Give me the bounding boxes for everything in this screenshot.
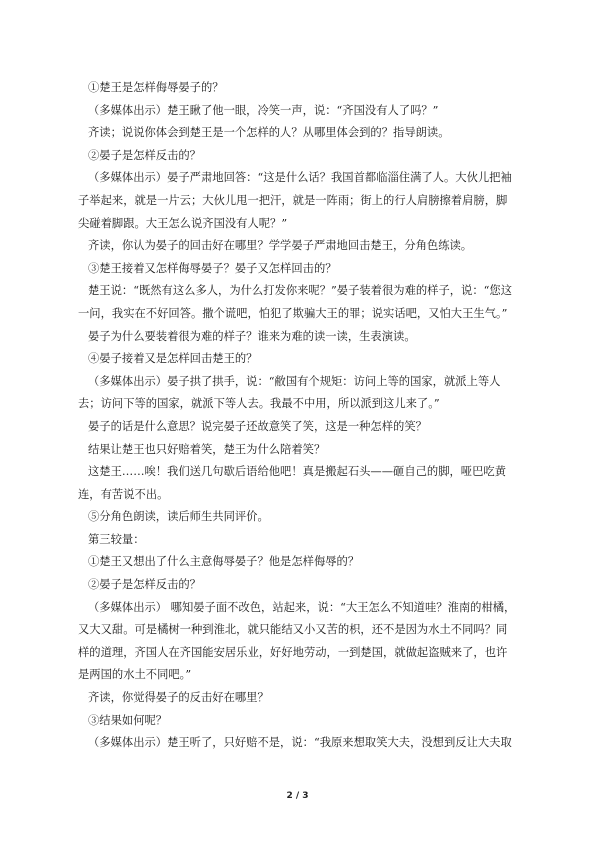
paragraph: 齐读，你觉得晏子的反击好在哪里？ xyxy=(88,691,269,705)
paragraph: （多媒体出示）楚王瞅了他一眼，冷笑一声，说：“齐国没有人了吗？” xyxy=(88,103,439,117)
paragraph: （多媒体出示）楚王听了，只好赔不是，说：“我原来想取笑大夫，没想到反让大夫取 xyxy=(88,736,512,750)
page-number: 2 / 3 xyxy=(286,791,309,801)
paragraph: 结果让楚王也只好赔着笑，楚王为什么陪着笑？ xyxy=(88,442,326,456)
paragraph: ①楚王是怎样侮辱晏子的？ xyxy=(88,81,224,94)
paragraph: ⑤分角色朗读，读后师生共同评价。 xyxy=(88,510,269,524)
paragraph: （多媒体出示）晏子拱了拱手，说：“敝国有个规矩：访问上等的国家，就派上等人去；访问下等的国家，就派下等人去。我最不中用，所以派到这儿来了。” xyxy=(78,374,501,411)
section-heading: 第三较量： xyxy=(88,532,145,546)
document-body xyxy=(78,77,518,755)
paragraph: 这楚王……唉！我们送几句歇后语给他吧！真是搬起石头——砸自己的脚，哑巴吃黄连，有苦说不出。 xyxy=(78,465,506,501)
paragraph: ①楚王又想出了什么主意侮辱晏子？他是怎样侮辱的？ xyxy=(88,555,360,569)
paragraph: ③楚王接着又怎样侮辱晏子？晏子又怎样回击的？ xyxy=(88,261,337,275)
paragraph: ④晏子接着又是怎样回击楚王的？ xyxy=(88,352,258,366)
paragraph: ③结果如何呢？ xyxy=(88,713,168,727)
paragraph: 楚王说：“既然有这么多人，为什么打发你来呢？”晏子装着很为难的样子，说：“您这一问，我实在不好回答。撒个谎吧，怕犯了欺骗大王的罪；说实话吧，又怕大王生气。” xyxy=(78,284,513,320)
paragraph: 晏子为什么要装着很为难的样子？谁来为难的读一读，生表演读。 xyxy=(88,329,416,343)
paragraph: ②晏子是怎样反击的？ xyxy=(88,578,201,592)
paragraph: 齐读；说说你体会到楚王是一个怎样的人？从哪里体会到的？指导朗读。 xyxy=(88,126,450,140)
paragraph: （多媒体出示） 哪知晏子面不改色，站起来，说：“大王怎么不知道哇？淮南的柑橘，又大又甜。可是橘树一种到淮北，就只能结又小又苦的枳，还不是因为水土不同吗？同样的道理，齐国人在齐国能安居乐业，好好地劳动，一到楚国，就做起盗贼来了，也许是两国的水土不同吧。” xyxy=(78,600,516,682)
paragraph: ②晏子是怎样反击的？ xyxy=(88,148,201,162)
paragraph: （多媒体出示）晏子严肃地回答：“这是什么话？我国首都临淄住满了人。大伙儿把袖子举起来，就是一片云；大伙儿甩一把汗，就是一阵雨；街上的行人肩膀擦着肩膀，脚尖碰着脚跟。大王怎么说齐国没有人呢？” xyxy=(78,171,512,230)
paragraph: 晏子的话是什么意思？说完晏子还故意笑了笑，这是一种怎样的笑？ xyxy=(88,419,427,433)
paragraph: 齐读，你认为晏子的回击好在哪里？学学晏子严肃地回击楚王，分角色练读。 xyxy=(88,239,473,253)
